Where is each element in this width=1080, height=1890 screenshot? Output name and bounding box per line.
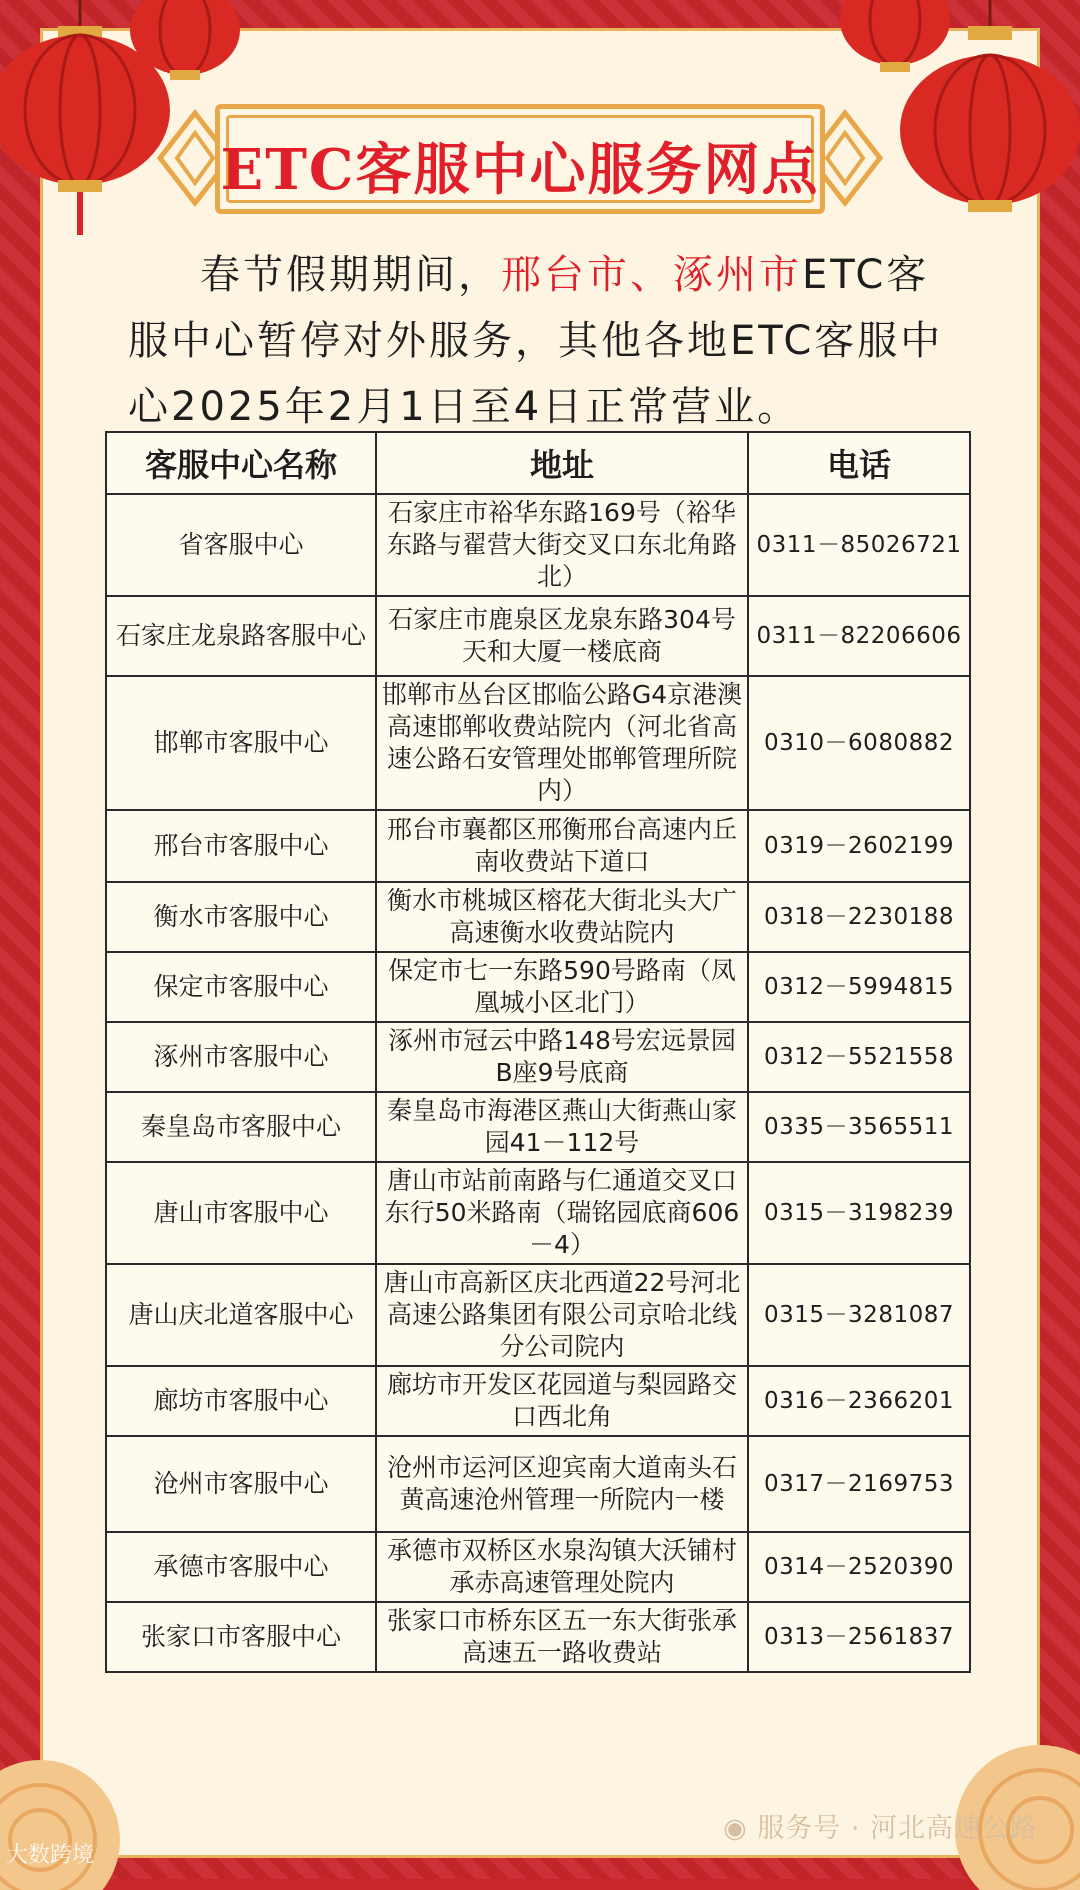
phone-cell: 0316－2366201 — [748, 1366, 970, 1436]
address-cell: 唐山市站前南路与仁通道交叉口东行50米路南（瑞铭园底商606－4） — [376, 1162, 748, 1264]
address-cell: 邯郸市丛台区邯临公路G4京港澳高速邯郸收费站院内（河北省高速公路石安管理处邯郸管理所院内） — [376, 676, 748, 810]
table-row — [106, 810, 970, 882]
intro-text-1: 春节假期期间， — [200, 252, 501, 298]
table-row — [106, 1162, 970, 1264]
center-name-cell: 邢台市客服中心 — [106, 810, 376, 882]
table-row — [106, 1366, 970, 1436]
header-phone: 电话 — [748, 432, 970, 494]
address-cell: 秦皇岛市海港区燕山大街燕山家园41－112号 — [376, 1092, 748, 1162]
header-name: 客服中心名称 — [106, 432, 376, 494]
address-cell: 承德市双桥区水泉沟镇大沃铺村承赤高速管理处院内 — [376, 1532, 748, 1602]
intro-highlight: 邢台市、涿州市 — [501, 252, 802, 298]
table-row — [106, 1092, 970, 1162]
title-banner — [185, 82, 855, 232]
watermark: 大数跨境 — [6, 1843, 95, 1868]
center-name-cell: 保定市客服中心 — [106, 952, 376, 1022]
header-address: 地址 — [376, 432, 748, 494]
center-name-cell: 唐山庆北道客服中心 — [106, 1264, 376, 1366]
table-row — [106, 1602, 970, 1672]
center-name-cell: 承德市客服中心 — [106, 1532, 376, 1602]
phone-cell: 0315－3281087 — [748, 1264, 970, 1366]
address-cell: 邢台市襄都区邢衡邢台高速内丘南收费站下道口 — [376, 810, 748, 882]
cloud-right-icon — [900, 1710, 1080, 1890]
table-row — [106, 1436, 970, 1532]
phone-cell: 0318－2230188 — [748, 882, 970, 952]
address-cell: 石家庄市裕华东路169号（裕华东路与翟营大街交叉口东北角路北） — [376, 494, 748, 596]
center-name-cell: 涿州市客服中心 — [106, 1022, 376, 1092]
center-name-cell: 邯郸市客服中心 — [106, 676, 376, 810]
phone-cell: 0312－5994815 — [748, 952, 970, 1022]
phone-cell: 0311－85026721 — [748, 494, 970, 596]
center-name-cell: 张家口市客服中心 — [106, 1602, 376, 1672]
phone-cell: 0310－6080882 — [748, 676, 970, 810]
address-cell: 保定市七一东路590号路南（凤凰城小区北门） — [376, 952, 748, 1022]
account-footer — [723, 1806, 1038, 1845]
phone-cell: 0335－3565511 — [748, 1092, 970, 1162]
phone-cell: 0311－82206606 — [748, 596, 970, 676]
table-row — [106, 1022, 970, 1092]
table-row — [106, 676, 970, 810]
center-name-cell: 唐山市客服中心 — [106, 1162, 376, 1264]
table-row — [106, 494, 970, 596]
table-row — [106, 596, 970, 676]
table-row — [106, 1264, 970, 1366]
table-header-row — [106, 432, 970, 494]
lantern-right-small-icon — [830, 0, 960, 90]
table-row — [106, 882, 970, 952]
service-center-table — [105, 431, 971, 1673]
address-cell: 张家口市桥东区五一东大街张承高速五一路收费站 — [376, 1602, 748, 1672]
phone-cell: 0312－5521558 — [748, 1022, 970, 1092]
center-name-cell: 石家庄龙泉路客服中心 — [106, 596, 376, 676]
address-cell: 衡水市桃城区榕花大街北头大广高速衡水收费站院内 — [376, 882, 748, 952]
wechat-icon: ◉ — [723, 1813, 758, 1844]
intro-paragraph — [128, 242, 968, 440]
phone-cell: 0313－2561837 — [748, 1602, 970, 1672]
center-name-cell: 省客服中心 — [106, 494, 376, 596]
page-title: ETC客服中心服务网点 — [220, 137, 820, 203]
phone-cell: 0314－2520390 — [748, 1532, 970, 1602]
footer-text: 服务号 · 河北高速公路 — [757, 1813, 1038, 1844]
address-cell: 唐山市高新区庆北西道22号河北高速公路集团有限公司京哈北线分公司院内 — [376, 1264, 748, 1366]
phone-cell: 0315－3198239 — [748, 1162, 970, 1264]
center-name-cell: 秦皇岛市客服中心 — [106, 1092, 376, 1162]
phone-cell: 0319－2602199 — [748, 810, 970, 882]
center-name-cell: 廊坊市客服中心 — [106, 1366, 376, 1436]
address-cell: 廊坊市开发区花园道与梨园路交口西北角 — [376, 1366, 748, 1436]
phone-cell: 0317－2169753 — [748, 1436, 970, 1532]
address-cell: 石家庄市鹿泉区龙泉东路304号天和大厦一楼底商 — [376, 596, 748, 676]
table-row — [106, 1532, 970, 1602]
center-name-cell: 沧州市客服中心 — [106, 1436, 376, 1532]
address-cell: 沧州市运河区迎宾南大道南头石黄高速沧州管理一所院内一楼 — [376, 1436, 748, 1532]
address-cell: 涿州市冠云中路148号宏远景园B座9号底商 — [376, 1022, 748, 1092]
table-row — [106, 952, 970, 1022]
center-name-cell: 衡水市客服中心 — [106, 882, 376, 952]
intro-text-2: ETC客服中心暂停对外服务，其他各地ETC客服中心2025年2月1日至4日正常营业。 — [128, 252, 944, 430]
